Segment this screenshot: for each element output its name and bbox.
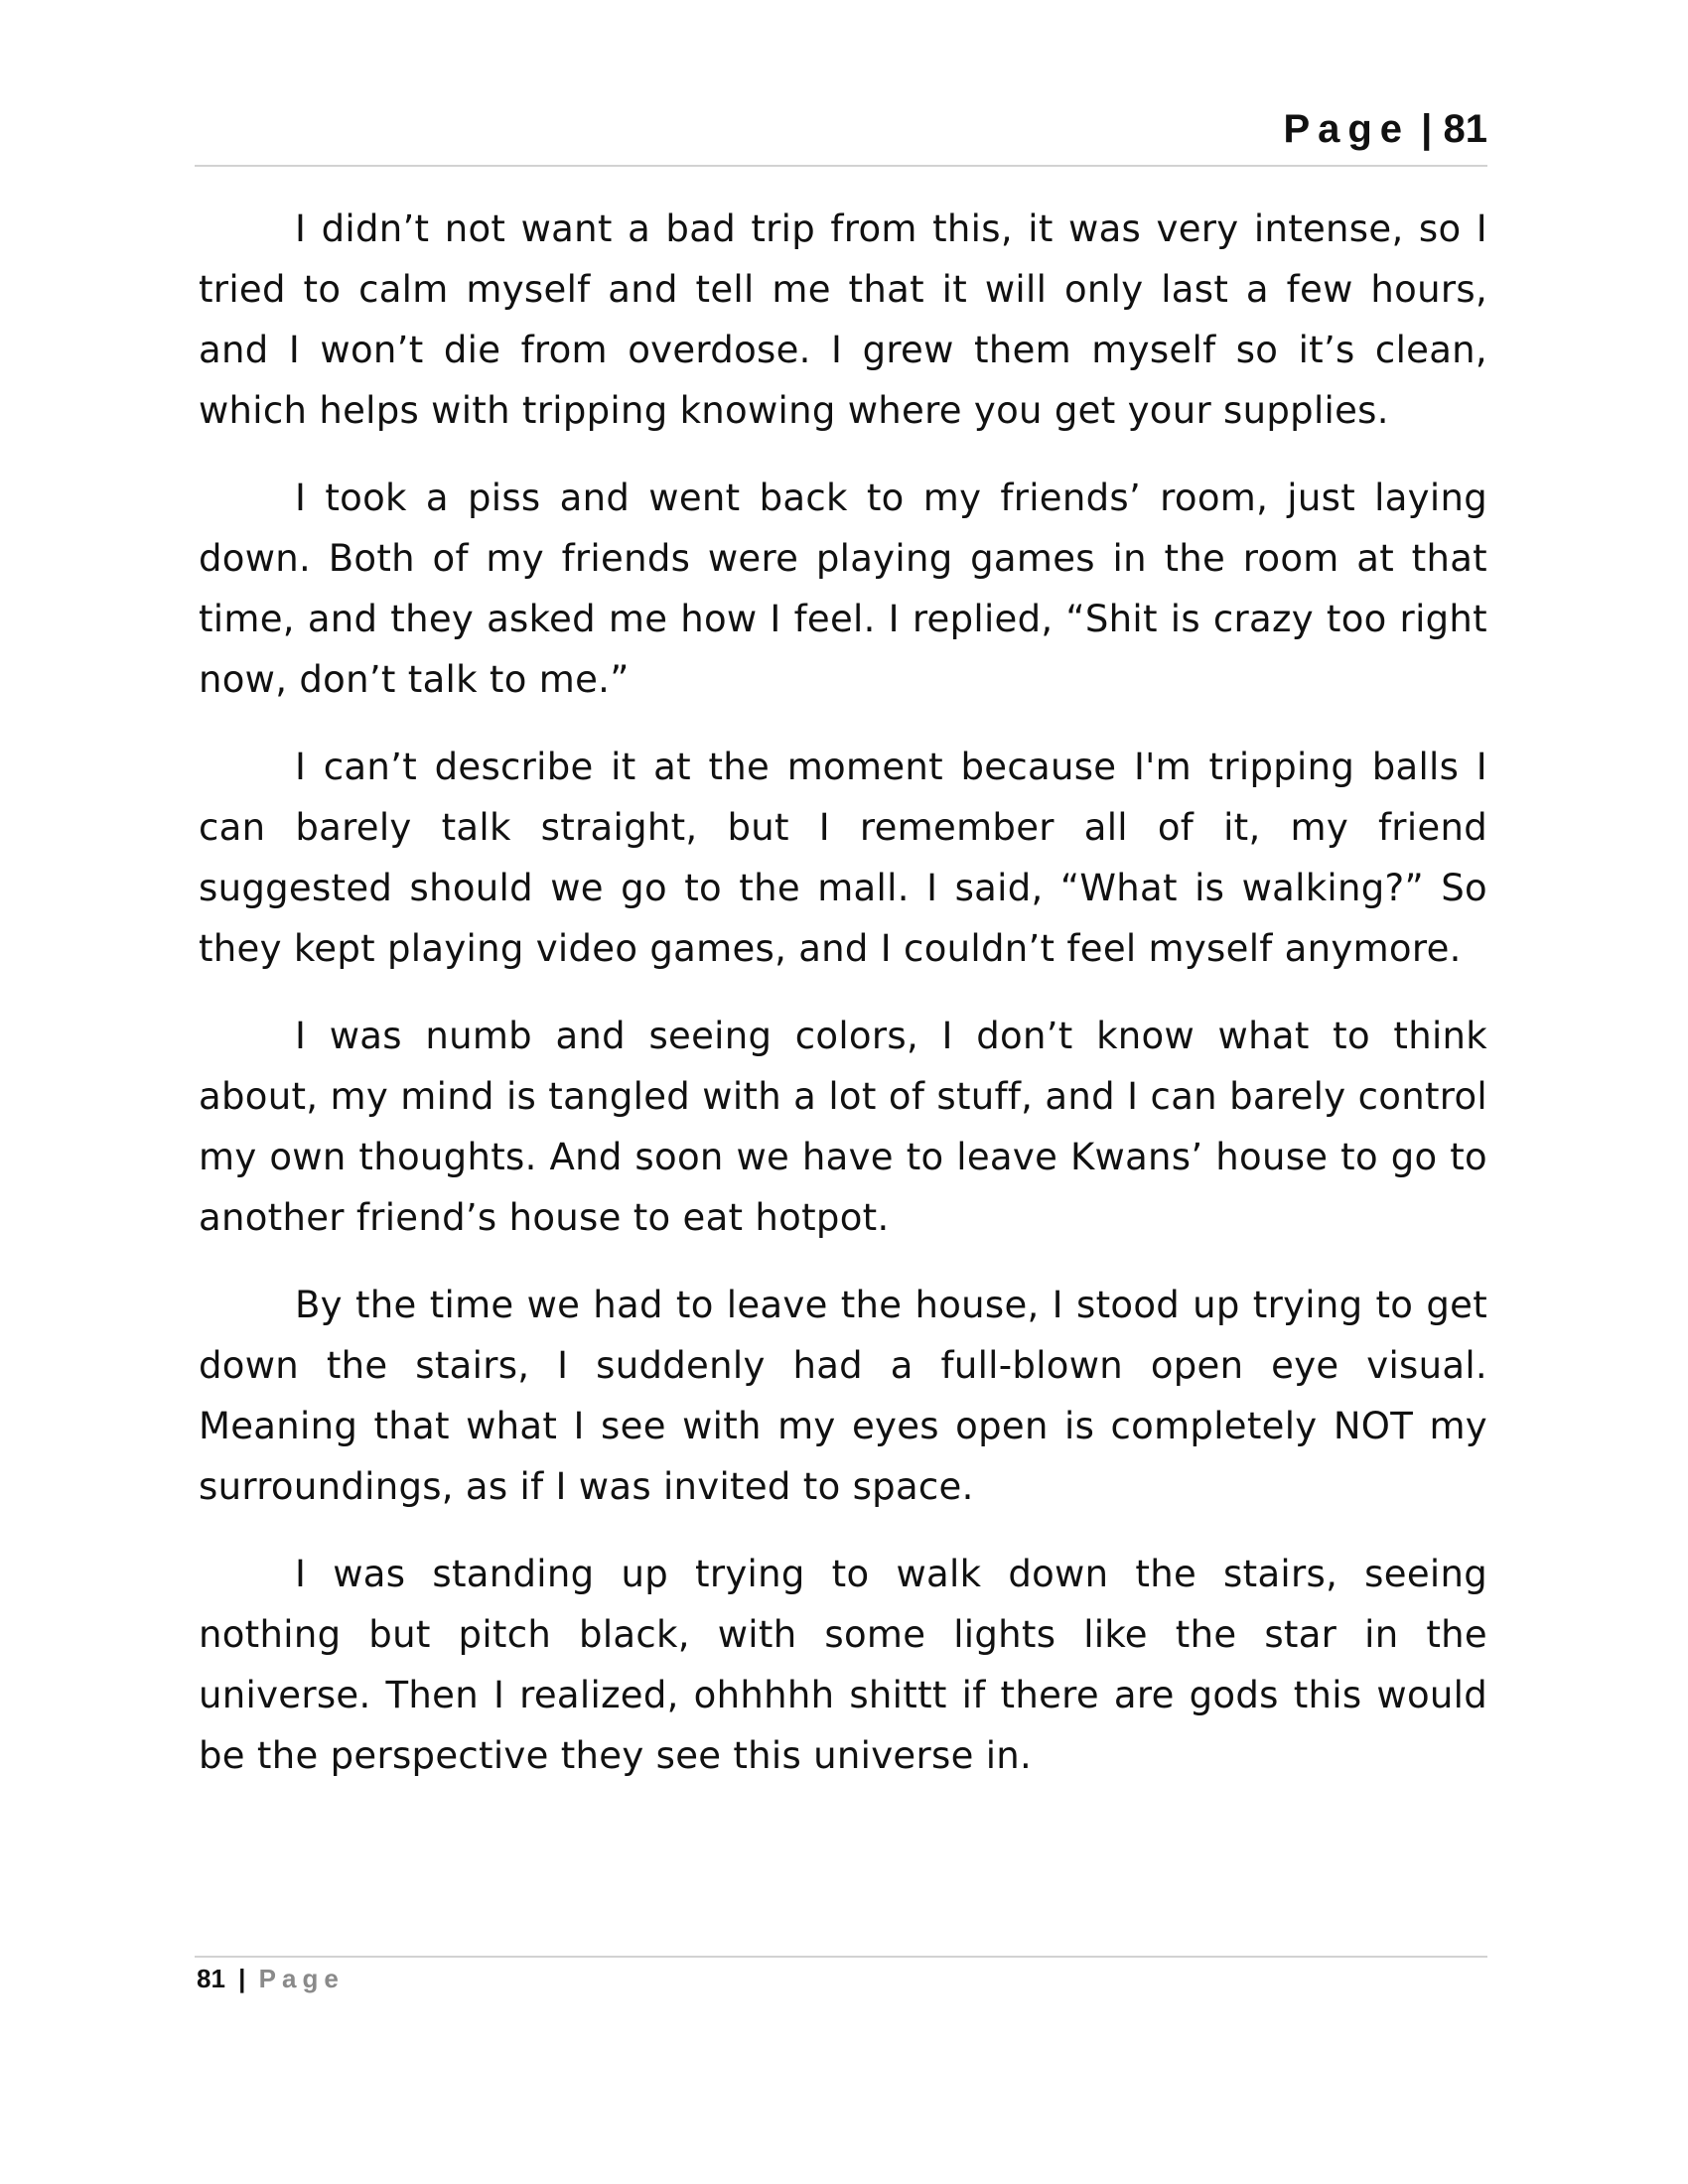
paragraph: I took a piss and went back to my friends’ room, just laying down. Both of my friends were playing games in the room at that time, and they asked me how I feel. I replied, “Shit is crazy too right now, don’t talk to me.” <box>199 477 1487 701</box>
paragraph: I didn’t not want a bad trip from this, it was very intense, so I tried to calm myself and tell me that it will only last a few hours, and I won’t die from overdose. I grew them myself so it’s clean, which helps with tripping knowing where you get your supplies. <box>199 207 1487 432</box>
header-page-label <box>1283 107 1487 152</box>
footer-separator: | <box>238 1964 246 1993</box>
header-divider <box>195 165 1487 167</box>
footer-divider <box>195 1956 1487 1958</box>
page-footer <box>197 1964 345 1994</box>
paragraph: I can’t describe it at the moment because I'm tripping balls I can barely talk straight, but I remember all of it, my friend suggested should we go to the mall. I said, “What is walking?” So they kept playing video games, and I couldn’t feel myself anymore. <box>199 746 1487 970</box>
header-page-number: 81 <box>1443 107 1487 151</box>
footer-page-word: Page <box>258 1964 345 1993</box>
paragraph: By the time we had to leave the house, I stood up trying to get down the stairs, I suddenly had a full-blown open eye visual. Meaning that what I see with my eyes open is completely NOT my surroundings, as if I was invited to space. <box>199 1284 1487 1508</box>
header-page-word: Page <box>1283 107 1411 151</box>
footer-page-number: 81 <box>197 1964 225 1993</box>
header-separator: | <box>1421 107 1433 151</box>
paragraph: I was standing up trying to walk down the stairs, seeing nothing but pitch black, with some lights like the star in the universe. Then I realized, ohhhhh shittt if there are gods this would be the perspective they see this universe in. <box>199 1553 1487 1777</box>
body-text <box>199 199 1487 1813</box>
paragraph: I was numb and seeing colors, I don’t know what to think about, my mind is tangled with a lot of stuff, and I can barely control my own thoughts. And soon we have to leave Kwans’ house to go to another friend’s house to eat hotpot. <box>199 1015 1487 1239</box>
page-header <box>195 107 1487 167</box>
